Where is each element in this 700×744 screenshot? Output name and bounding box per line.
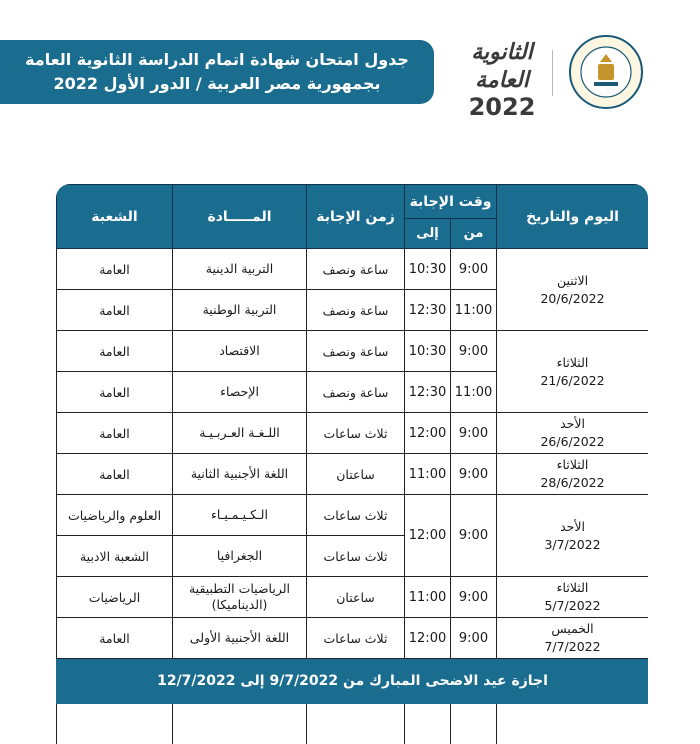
table-row bbox=[57, 331, 649, 372]
empty-cell bbox=[497, 704, 648, 744]
day-cell: الثلاثاء 28/6/2022 bbox=[497, 454, 648, 495]
time-to: 11:00 bbox=[405, 577, 451, 618]
empty-cell bbox=[173, 704, 307, 744]
time-from: 9:00 bbox=[451, 618, 497, 659]
time-from: 9:00 bbox=[451, 249, 497, 290]
time-to: 10:30 bbox=[405, 331, 451, 372]
day-cell: الخميس 7/7/2022 bbox=[497, 618, 648, 659]
subject-cell: الجغرافيا bbox=[173, 536, 307, 577]
subject-cell: الـكـيـمـيـاء bbox=[173, 495, 307, 536]
duration-cell: ساعة ونصف bbox=[307, 331, 405, 372]
header-branch: الشعبة bbox=[57, 185, 173, 249]
header-duration: زمن الإجابة bbox=[307, 185, 405, 249]
empty-cell bbox=[405, 704, 451, 744]
subject-cell: التربية الدينية bbox=[173, 249, 307, 290]
subject-cell: اللـغـة العـربـيـة bbox=[173, 413, 307, 454]
empty-cell bbox=[307, 704, 405, 744]
time-to: 12:00 bbox=[405, 495, 451, 577]
duration-cell: ساعة ونصف bbox=[307, 249, 405, 290]
branch-cell: العامة bbox=[57, 331, 173, 372]
day-cell: الثلاثاء 5/7/2022 bbox=[497, 577, 648, 618]
brand-text: الثانوية العامة bbox=[462, 38, 542, 94]
time-from: 11:00 bbox=[451, 290, 497, 331]
branch-cell: الشعبة الادبية bbox=[57, 536, 173, 577]
table-row bbox=[57, 249, 649, 290]
duration-cell: ثلاث ساعات bbox=[307, 413, 405, 454]
duration-cell: ساعة ونصف bbox=[307, 372, 405, 413]
logo-divider bbox=[552, 50, 553, 96]
exam-brand-logo bbox=[462, 38, 542, 108]
brand-year: 2022 bbox=[462, 94, 542, 120]
duration-cell: ثلاث ساعات bbox=[307, 536, 405, 577]
header-subject: المـــــادة bbox=[173, 185, 307, 249]
branch-cell: العلوم والرياضيات bbox=[57, 495, 173, 536]
title-banner bbox=[0, 40, 434, 104]
subject-cell: الاقتصاد bbox=[173, 331, 307, 372]
exam-schedule-table bbox=[56, 184, 648, 744]
time-from: 11:00 bbox=[451, 372, 497, 413]
table-row bbox=[57, 704, 649, 744]
empty-cell bbox=[57, 704, 173, 744]
time-from: 9:00 bbox=[451, 577, 497, 618]
time-to: 12:30 bbox=[405, 372, 451, 413]
header-day-date: اليوم والتاريخ bbox=[497, 185, 648, 249]
time-from: 9:00 bbox=[451, 331, 497, 372]
subject-cell: اللغة الأجنبية الأولى bbox=[173, 618, 307, 659]
page-title-line1: جدول امتحان شهادة اتمام الدراسة الثانوية العامة bbox=[0, 48, 434, 72]
header-answer-time: وقت الإجابة bbox=[405, 185, 497, 219]
subject-cell: الإحصاء bbox=[173, 372, 307, 413]
header-to: إلى bbox=[405, 219, 451, 249]
holiday-notice: اجازة عيد الاضحى المبارك من 9/7/2022 إلى 12/7/2022 bbox=[57, 659, 649, 704]
day-cell: الاثنين 20/6/2022 bbox=[497, 249, 648, 331]
branch-cell: العامة bbox=[57, 454, 173, 495]
duration-cell: ساعتان bbox=[307, 577, 405, 618]
branch-cell: العامة bbox=[57, 290, 173, 331]
subject-cell: اللغة الأجنبية الثانية bbox=[173, 454, 307, 495]
page-title-line2: بجمهورية مصر العربية / الدور الأول 2022 bbox=[0, 72, 434, 96]
day-cell: الأحد 3/7/2022 bbox=[497, 495, 648, 577]
branch-cell: العامة bbox=[57, 413, 173, 454]
time-from: 9:00 bbox=[451, 495, 497, 577]
ministry-seal-icon bbox=[568, 34, 644, 110]
branch-cell: الرياضيات bbox=[57, 577, 173, 618]
time-to: 10:30 bbox=[405, 249, 451, 290]
table-row bbox=[57, 454, 649, 495]
header-from: من bbox=[451, 219, 497, 249]
time-to: 11:00 bbox=[405, 454, 451, 495]
time-from: 9:00 bbox=[451, 454, 497, 495]
branch-cell: العامة bbox=[57, 249, 173, 290]
day-cell: الثلاثاء 21/6/2022 bbox=[497, 331, 648, 413]
duration-cell: ثلاث ساعات bbox=[307, 495, 405, 536]
duration-cell: ساعتان bbox=[307, 454, 405, 495]
branch-cell: العامة bbox=[57, 618, 173, 659]
time-to: 12:30 bbox=[405, 290, 451, 331]
subject-cell: التربية الوطنية bbox=[173, 290, 307, 331]
holiday-row bbox=[57, 659, 649, 704]
duration-cell: ساعة ونصف bbox=[307, 290, 405, 331]
day-cell: الأحد 26/6/2022 bbox=[497, 413, 648, 454]
duration-cell: ثلاث ساعات bbox=[307, 618, 405, 659]
time-to: 12:00 bbox=[405, 413, 451, 454]
time-to: 12:00 bbox=[405, 618, 451, 659]
table-row bbox=[57, 495, 649, 536]
empty-cell bbox=[451, 704, 497, 744]
subject-cell: الرياضيات التطبيقية (الديناميكا) bbox=[173, 577, 307, 618]
table-row bbox=[57, 618, 649, 659]
table-row bbox=[57, 413, 649, 454]
time-from: 9:00 bbox=[451, 413, 497, 454]
branch-cell: العامة bbox=[57, 372, 173, 413]
table-row bbox=[57, 577, 649, 618]
